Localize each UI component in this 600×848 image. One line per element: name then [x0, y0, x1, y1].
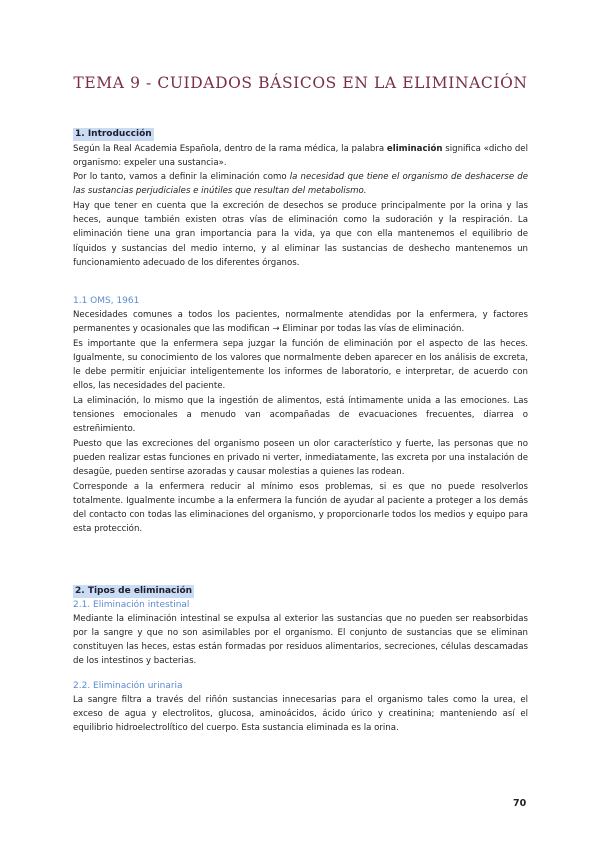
paragraph: La sangre filtra a través del riñón sustancias innecesarias para el organismo tales como la urea, el exceso de agua y electrolitos, glucosa, aminoácidos, ácido úrico y creatinina; manteniendo así el equilibrio hidroelectrolítico del cuerpo. Esta sustancia eliminada es la orina.: [73, 694, 528, 734]
page-title: TEMA 9 - CUIDADOS BÁSICOS EN LA ELIMINACIÓN: [73, 74, 528, 92]
paragraph: Según la Real Academia Española, dentro de la rama médica, la palabra eliminación significa «dicho del organismo: expeler una sustancia».: [73, 143, 528, 168]
italic-definition: la necesidad que tiene el organismo de deshacerse de las sustancias perjudiciales e inútiles que resultan del metabolismo.: [73, 172, 529, 197]
section-heading: 2. Tipos de eliminación: [75, 586, 193, 596]
bold-term: eliminación: [386, 143, 443, 154]
subsection-heading: 2.2. Eliminación urinaria: [73, 680, 183, 691]
section-oms: [73, 295, 528, 537]
paragraph: Hay que tener en cuenta que la excreción de desechos se produce principalmente por la orina y las heces, aunque también existen otras vías de eliminación como la sudoración y la respiración. La eliminación tiene una gran importancia para la vida, ya que con ella mantenemos el equilibrio de líquidos y sustancias del medio interno, y al eliminar las sustancias de deshecho mantenemos un funcionamiento adecuado de los diferentes órganos.: [73, 200, 528, 268]
subsection-heading: 1.1 OMS, 1961: [73, 296, 140, 306]
section-tipos: [73, 578, 528, 736]
paragraph: Puesto que las excreciones del organismo poseen un olor característico y fuerte, las personas que no pueden realizar estas funciones en privado ni verter, inmediatamente, las excreta por una instalación de desagüe, pueden sentirse azoradas y causar molestias a quienes las rodean.: [73, 438, 528, 478]
paragraph: La eliminación, lo mismo que la ingestión de alimentos, está íntimamente unida a las emociones. Las tensiones emocionales a menudo van acompañadas de evacuaciones frecuentes, diarrea o estreñimiento.: [73, 395, 528, 435]
paragraph: Corresponde a la enfermera reducir al mínimo esos problemas, si es que no puede resolverlos totalmente. Igualmente incumbe a la enfermera la función de ayudar al paciente a proteger a los demás del contacto con todas las eliminaciones del organismo, y proporcionarle todos los medios y equipo para esta protección.: [73, 481, 528, 535]
section-introduccion: [73, 121, 528, 270]
paragraph: Mediante la eliminación intestinal se expulsa al exterior las sustancias que no pueden ser reabsorbidas por la sangre y que no son asimilables por el organismo. El conjunto de sustancias que se eliminan constituyen las heces, estas están formadas por residuos alimentarios, secreciones, células descamadas de los intestinos y bacterias.: [73, 613, 528, 667]
section-heading: 1. Introducción: [75, 129, 152, 139]
paragraph: Necesidades comunes a todos los pacientes, normalmente atendidas por la enfermera, y factores permanentes y ocasionales que las modifican → Eliminar por todas las vías de eliminación.: [73, 310, 528, 335]
paragraph: Por lo tanto, vamos a definir la eliminación como la necesidad que tiene el organismo de deshacerse de las sustancias perjudiciales e inútiles que resultan del metabolismo.: [73, 172, 529, 197]
paragraph: Es importante que la enfermera sepa juzgar la función de eliminación por el aspecto de las heces. Igualmente, su conocimiento de los valores que normalmente deben aparecer en los análisis de excreta, le debe permitir enjuiciar inteligentemente los informes de laboratorio, e interpretar, de acuerdo con ellos, las necesidades del paciente.: [73, 338, 528, 392]
page-number: 70: [513, 798, 527, 809]
subsection-heading: 2.1. Eliminación intestinal: [73, 599, 190, 610]
